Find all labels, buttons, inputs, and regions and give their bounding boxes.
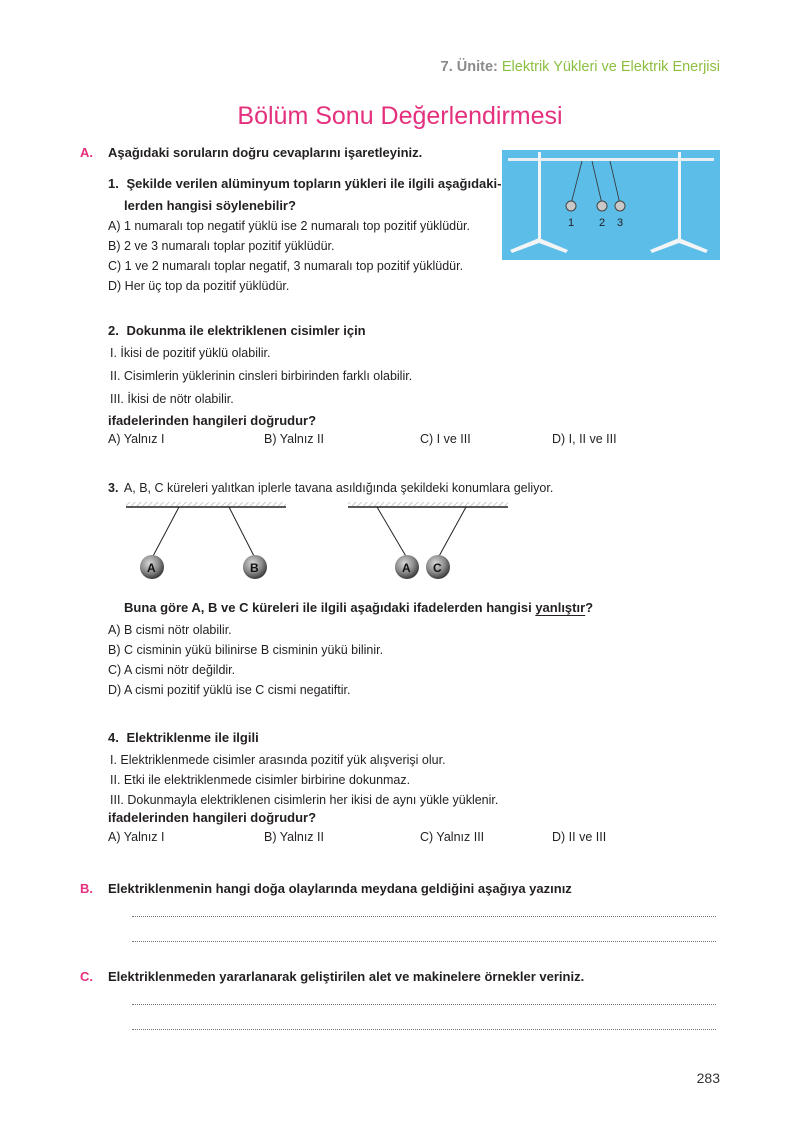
q4-number: 4. [108,730,119,745]
ball-3 [615,201,625,211]
q2-option-a[interactable]: A) Yalnız I [108,432,165,446]
page-number: 283 [696,1070,720,1086]
q2-stem [108,321,366,341]
q3-question-part1: Buna göre A, B ve C küreleri ile ilgili aşağıdaki ifadelerden hangisi [124,600,536,615]
q4-question: ifadelerinden hangileri doğrudur? [108,810,317,825]
q4-items [110,750,498,810]
q1-stem [108,174,501,194]
q4-text: Elektriklenme ile ilgili [126,730,259,745]
q1-option-a[interactable]: A) 1 numaralı top negatif yüklü ise 2 numaralı top pozitif yüklüdür. [108,219,470,233]
q2-item-2: II. Cisimlerin yüklerinin cinsleri birbirinden farklı olabilir. [110,369,413,383]
answer-line-b2[interactable] [132,940,716,942]
ceiling-right [348,502,508,506]
q3-option-d[interactable]: D) A cismi pozitif yüklü ise C cismi negatiftir. [108,683,351,697]
section-a-instruction: Aşağıdaki soruların doğru cevaplarını işaretleyiniz. [108,145,423,160]
unit-label: 7. Ünite: [440,59,498,75]
q3-question [124,598,593,618]
q1-text-line2: lerden hangisi söylenebilir? [124,198,296,213]
ceiling-left [126,502,286,506]
q4-item-3: III. Dokunmayla elektriklenen cisimlerin her ikisi de aynı yükle yüklenir. [110,793,499,807]
q4-item-1: I. Elektriklenmede cisimler arasında pozitif yük alışverişi olur. [110,753,446,767]
sphere-label-a-right: A [402,561,411,575]
q3-options [108,620,383,700]
q2-question: ifadelerinden hangileri doğrudur? [108,413,317,428]
q3-option-b[interactable]: B) C cisminin yükü bilinirse B cisminin yükü bilinir. [108,643,384,657]
page-title: Bölüm Sonu Değerlendirmesi [237,102,563,130]
q2-option-d[interactable]: D) I, II ve III [552,432,617,446]
q2-option-b[interactable]: B) Yalnız II [264,432,324,446]
answer-line-c1[interactable] [132,1003,716,1005]
q1-text-line1: Şekilde verilen alüminyum topların yükleri ile ilgili aşağıdaki- [126,176,502,191]
q4-option-d[interactable]: D) II ve III [552,830,607,844]
section-a-letter: A. [80,145,93,160]
q1-option-d[interactable]: D) Her üç top da pozitif yüklüdür. [108,279,290,293]
q4-option-c[interactable]: C) Yalnız III [420,830,485,844]
answer-line-c2[interactable] [132,1028,716,1030]
q3-question-end: ? [585,600,594,615]
q2-item-1: I. İkisi de pozitif yüklü olabilir. [110,346,271,360]
sphere-label-c: C [433,561,442,575]
unit-title: Elektrik Yükleri ve Elektrik Enerjisi [501,59,720,75]
q1-options [108,216,470,296]
q1-option-b[interactable]: B) 2 ve 3 numaralı toplar pozitif yüklüdür. [108,239,335,253]
ball-2 [597,201,607,211]
q4-option-b[interactable]: B) Yalnız II [264,830,324,844]
q3-question-underlined: yanlıştır [535,600,586,615]
ball-label-2: 2 [599,217,606,229]
sphere-label-a-left: A [147,561,156,575]
ball-1 [566,201,576,211]
q3-stem [108,481,553,495]
section-b-heading [80,881,720,896]
q2-option-c[interactable]: C) I ve III [420,432,471,446]
section-b-text: Elektriklenmenin hangi doğa olaylarında meydana geldiğini aşağıya yazınız [108,881,572,896]
q3-text: A, B, C küreleri yalıtkan iplerle tavana asıldığında şekildeki konumlara geliyor. [123,481,554,495]
ball-label-3: 3 [617,217,624,229]
q3-number: 3. [108,481,119,495]
q1-pendulum-figure [502,150,720,260]
sphere-label-b: B [250,561,259,575]
q2-items [110,342,412,411]
q4-item-2: II. Etki ile elektriklenmede cisimler birbirine dokunmaz. [110,773,411,787]
q1-number: 1. [108,176,119,191]
q4-option-a[interactable]: A) Yalnız I [108,830,165,844]
unit-header [441,59,720,75]
section-c-letter: C. [80,969,93,984]
q3-option-a[interactable]: A) B cismi nötr olabilir. [108,623,232,637]
section-c-text: Elektriklenmeden yararlanarak geliştirilen alet ve makinelere örnekler veriniz. [108,969,585,984]
answer-line-b1[interactable] [132,915,716,917]
q2-item-3: III. İkisi de nötr olabilir. [110,392,234,406]
q2-text: Dokunma ile elektriklenen cisimler için [126,323,366,338]
q3-spheres-figure [120,500,680,585]
ball-label-1: 1 [568,217,575,229]
section-b-letter: B. [80,881,93,896]
q3-option-c[interactable]: C) A cismi nötr değildir. [108,663,236,677]
section-c-heading [80,969,720,984]
q2-number: 2. [108,323,119,338]
q4-stem [108,728,259,748]
q1-option-c[interactable]: C) 1 ve 2 numaralı toplar negatif, 3 numaralı top pozitif yüklüdür. [108,259,464,273]
